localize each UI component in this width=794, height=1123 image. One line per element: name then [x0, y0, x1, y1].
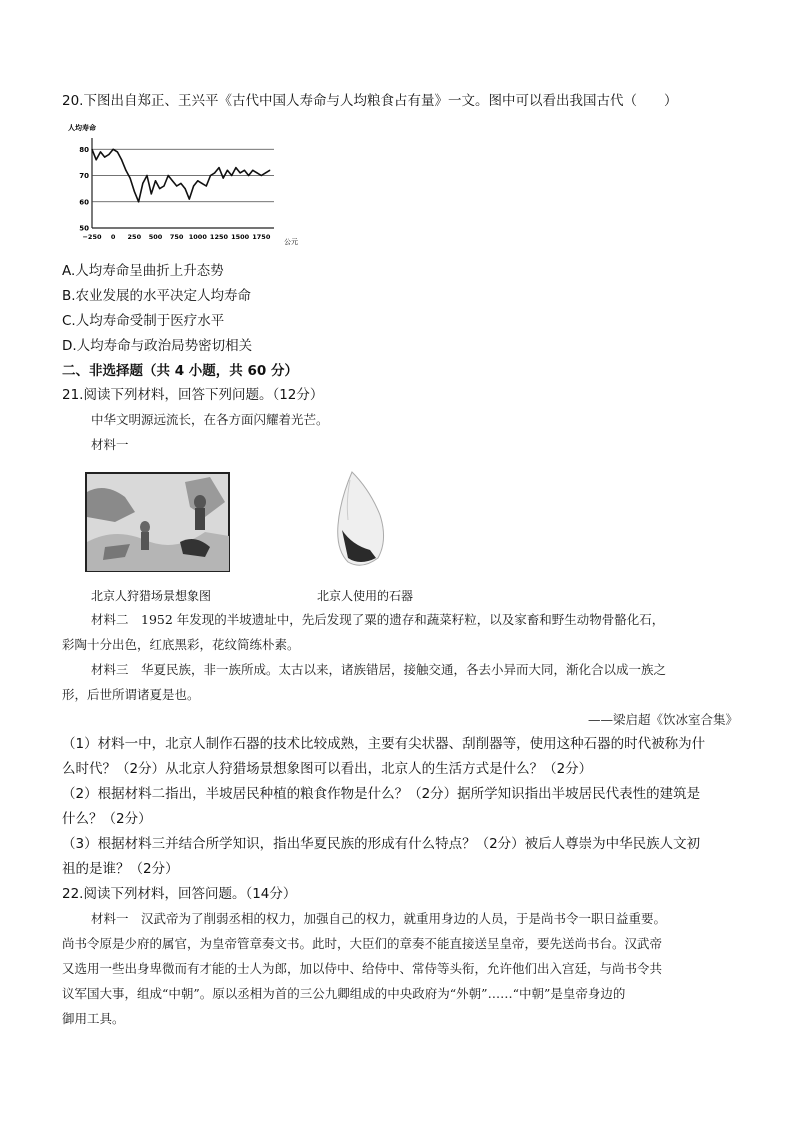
data-point [218, 167, 219, 168]
q21-sub2-line1: （2）根据材料二指出，半坡居民种植的粮食作物是什么？（2分）据所学知识指出半坡居民代表性的建筑是 [62, 786, 701, 802]
data-point [91, 149, 92, 150]
q22-material1-line2: 尚书令原是少府的属官，为皇帝管章奏文书。此时，大臣们的章奏不能直接送呈皇帝，要先送尚书台。汉武帝 [62, 936, 663, 951]
data-point [96, 159, 97, 160]
data-point [104, 157, 105, 158]
q21-sub1-line2: 么时代？（2分）从北京人狩猎场景想象图可以看出，北京人的生活方式是什么？（2分） [62, 761, 593, 777]
q20-option-d: D.人均寿命与政治局势密切相关 [62, 338, 253, 354]
q21-stem: 21.阅读下列材料，回答下列问题。（12分） [62, 387, 324, 403]
data-point [113, 149, 114, 150]
y-tick-label: 80 [79, 145, 89, 154]
data-point [163, 185, 164, 186]
data-point [100, 151, 101, 152]
data-point [201, 183, 202, 184]
q20-option-c: C.人均寿命受制于医疗水平 [62, 313, 225, 329]
data-point [231, 175, 232, 176]
q21-material3-line1: 材料三 华夏民族，非一族所成。太古以来，诸族错居，接触交通，各去小异而大同，渐化合以成一族之 [91, 662, 667, 677]
y-tick-label: 50 [79, 224, 89, 233]
q20-stem: 20.下图出自郑正、王兴平《古代中国人寿命与人均粮食占有量》一文。图中可以看出我国古代（ ） [62, 93, 678, 109]
data-point [151, 193, 152, 194]
data-point [223, 178, 224, 179]
data-point [189, 199, 190, 200]
img1-caption: 北京人狩猎场景想象图 [91, 589, 212, 603]
stone-tool-picture [330, 470, 390, 570]
data-point [129, 178, 130, 179]
q20-option-a: A.人均寿命呈曲折上升态势 [62, 263, 224, 279]
q21-material2-line2: 彩陶十分出色，红底黑彩，花纹简练朴素。 [62, 637, 300, 652]
data-point [172, 180, 173, 181]
q21-material3-line2: 形，后世所谓诸夏是也。 [62, 687, 200, 702]
x-axis-label: 公元 [284, 238, 298, 246]
data-point [138, 201, 139, 202]
data-point [210, 175, 211, 176]
q22-stem: 22.阅读下列材料，回答问题。（14分） [62, 886, 297, 902]
chart-grid [92, 138, 274, 228]
x-tick-label: −250 [82, 233, 102, 241]
data-point [227, 170, 228, 171]
data-point [125, 170, 126, 171]
x-tick-label: 250 [127, 233, 142, 241]
section-heading: 二、非选择题（共 4 小题，共 60 分） [62, 363, 298, 379]
data-point [193, 185, 194, 186]
x-tick-label: 750 [169, 233, 184, 241]
x-tick-label: 1500 [231, 233, 250, 241]
data-point [142, 183, 143, 184]
x-tick-label: 1000 [188, 233, 207, 241]
hunting-scene-picture [85, 472, 230, 572]
x-tick-label: 1250 [209, 233, 229, 241]
data-point [168, 175, 169, 176]
data-point [265, 172, 266, 173]
q22-material1-line5: 御用工具。 [62, 1011, 125, 1026]
data-point [159, 188, 160, 189]
data-point [117, 151, 118, 152]
data-point [240, 172, 241, 173]
y-ticks [79, 146, 89, 233]
data-point [121, 159, 122, 160]
data-point [146, 175, 147, 176]
data-point [176, 185, 177, 186]
data-point [134, 191, 135, 192]
img2-caption: 北京人使用的石器 [317, 589, 414, 603]
q21-material1-label: 材料一 [91, 437, 129, 452]
q22-material1-line4: 议军国大事，组成“中朝”。原以丞相为首的三公九卿组成的中央政府为“外朝”……“中朝”是皇帝身边的 [62, 986, 626, 1001]
data-point [248, 175, 249, 176]
x-tick-label: 500 [148, 233, 163, 241]
y-tick-label: 70 [79, 172, 89, 180]
x-tick-label: 1750 [252, 233, 271, 241]
y-tick-label: 60 [79, 198, 89, 207]
data-point [244, 170, 245, 171]
q21-intro: 中华文明源远流长，在各方面闪耀着光芒。 [91, 412, 329, 427]
q21-sub1-line1: （1）材料一中，北京人制作石器的技术比较成熟，主要有尖状器、刮削器等，使用这种石器的时代被称为什 [62, 736, 706, 752]
x-tick-label: 0 [110, 233, 116, 241]
data-point [197, 180, 198, 181]
x-ticks [82, 233, 270, 241]
data-point [180, 183, 181, 184]
data-point [214, 172, 215, 173]
chart-svg [62, 116, 312, 254]
data-point [155, 180, 156, 181]
data-point [256, 172, 257, 173]
y-axis-label: 人均寿命 [68, 124, 96, 132]
data-point [185, 188, 186, 189]
q21-sub3-line1: （3）根据材料三并结合所学知识，指出华夏民族的形成有什么特点？（2分）被后人尊崇为中华民族人文初 [62, 836, 701, 852]
data-point [252, 170, 253, 171]
q21-material2-line1: 材料二 1952 年发现的半坡遗址中，先后发现了粟的遗存和蔬菜籽粒，以及家畜和野生动物骨骼化石， [91, 612, 665, 627]
q21-sub3-line2: 祖的是谁？（2分） [62, 861, 179, 877]
q21-sub2-line2: 什么？（2分） [62, 811, 152, 827]
data-point [206, 185, 207, 186]
hunting-scene-image [85, 472, 230, 572]
q21-material3-source: ——梁启超《饮冰室合集》 [588, 712, 739, 727]
data-point [269, 170, 270, 171]
q22-material1-line1: 材料一 汉武帝为了削弱丞相的权力，加强自己的权力，就重用身边的人员，于是尚书令一职日益重要。 [91, 911, 667, 926]
life-expectancy-chart [62, 116, 312, 254]
q20-option-b: B.农业发展的水平决定人均寿命 [62, 288, 252, 304]
stone-tool-image [330, 470, 390, 570]
data-point [261, 175, 262, 176]
q22-material1-line3: 又选用一些出身卑微而有才能的士人为郎，加以侍中、给侍中、常侍等头衔，允许他们出入宫廷，与尚书令共 [62, 961, 663, 976]
data-point [235, 167, 236, 168]
data-point [108, 154, 109, 155]
